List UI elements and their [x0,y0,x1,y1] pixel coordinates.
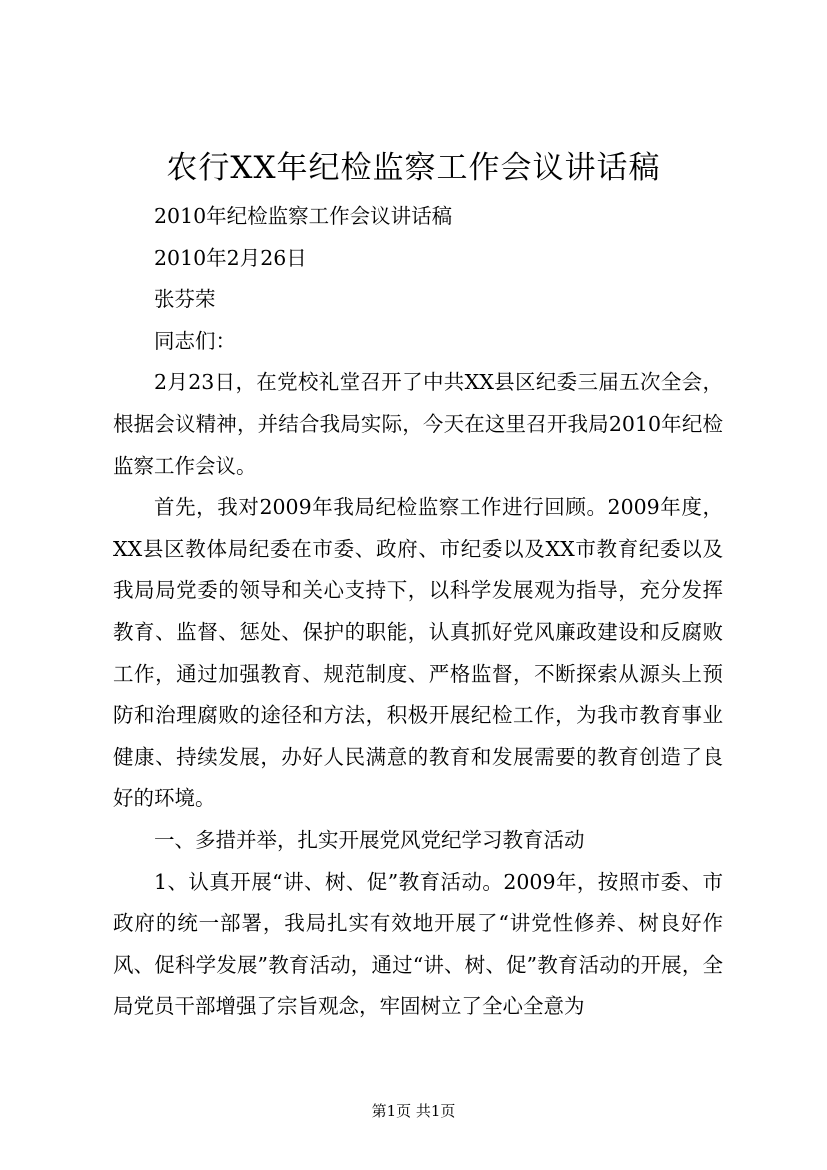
paragraph-author: 张芬荣 [154,287,216,312]
page-footer: 第1页 共1页 [371,1102,456,1120]
paragraph-item-1: 1、认真开展“讲、树、促”教育活动。2009年，按照市委、市政府的统一部署，我局扎实有效地开展了“讲党性修养、树良好作风、促科学发展”教育活动，通过“讲、树、促”教育活动的开展，全局党员干部增强了宗旨观念，牢固树立了全心全意为 [113,869,723,1019]
paragraph-date: 2010年2月26日 [154,245,307,270]
paragraph-subtitle: 2010年纪检监察工作会议讲话稿 [154,204,453,228]
paragraph-review: 首先，我对2009年我局纪检监察工作进行回顾。2009年度，XX县区教体局纪委在市委、政府、市纪委以及XX市教育纪委以及我局局党委的领导和关心支持下，以科学发展观为指导，充分发挥教育、监督、惩处、保护的职能，认真抓好党风廉政建设和反腐败工作，通过加强教育、规范制度、严格监督，不断探索从源头上预防和治理腐败的途径和方法，积极开展纪检工作，为我市教育事业健康、持续发展，办好人民满意的教育和发展需要的教育创造了良好的环境。 [113,495,723,811]
document-body [113,196,723,1028]
document-title: 农行XX年纪检监察工作会议讲话稿 [166,150,661,186]
section-heading: 一、多措并举，扎实开展党风党纪学习教育活动 [154,827,585,852]
paragraph-salutation: 同志们： [154,328,236,353]
paragraph-intro: 2月23日，在党校礼堂召开了中共XX县区纪委三届五次全会，根据会议精神，并结合我局实际，今天在这里召开我局2010年纪检监察工作会议。 [113,370,723,478]
